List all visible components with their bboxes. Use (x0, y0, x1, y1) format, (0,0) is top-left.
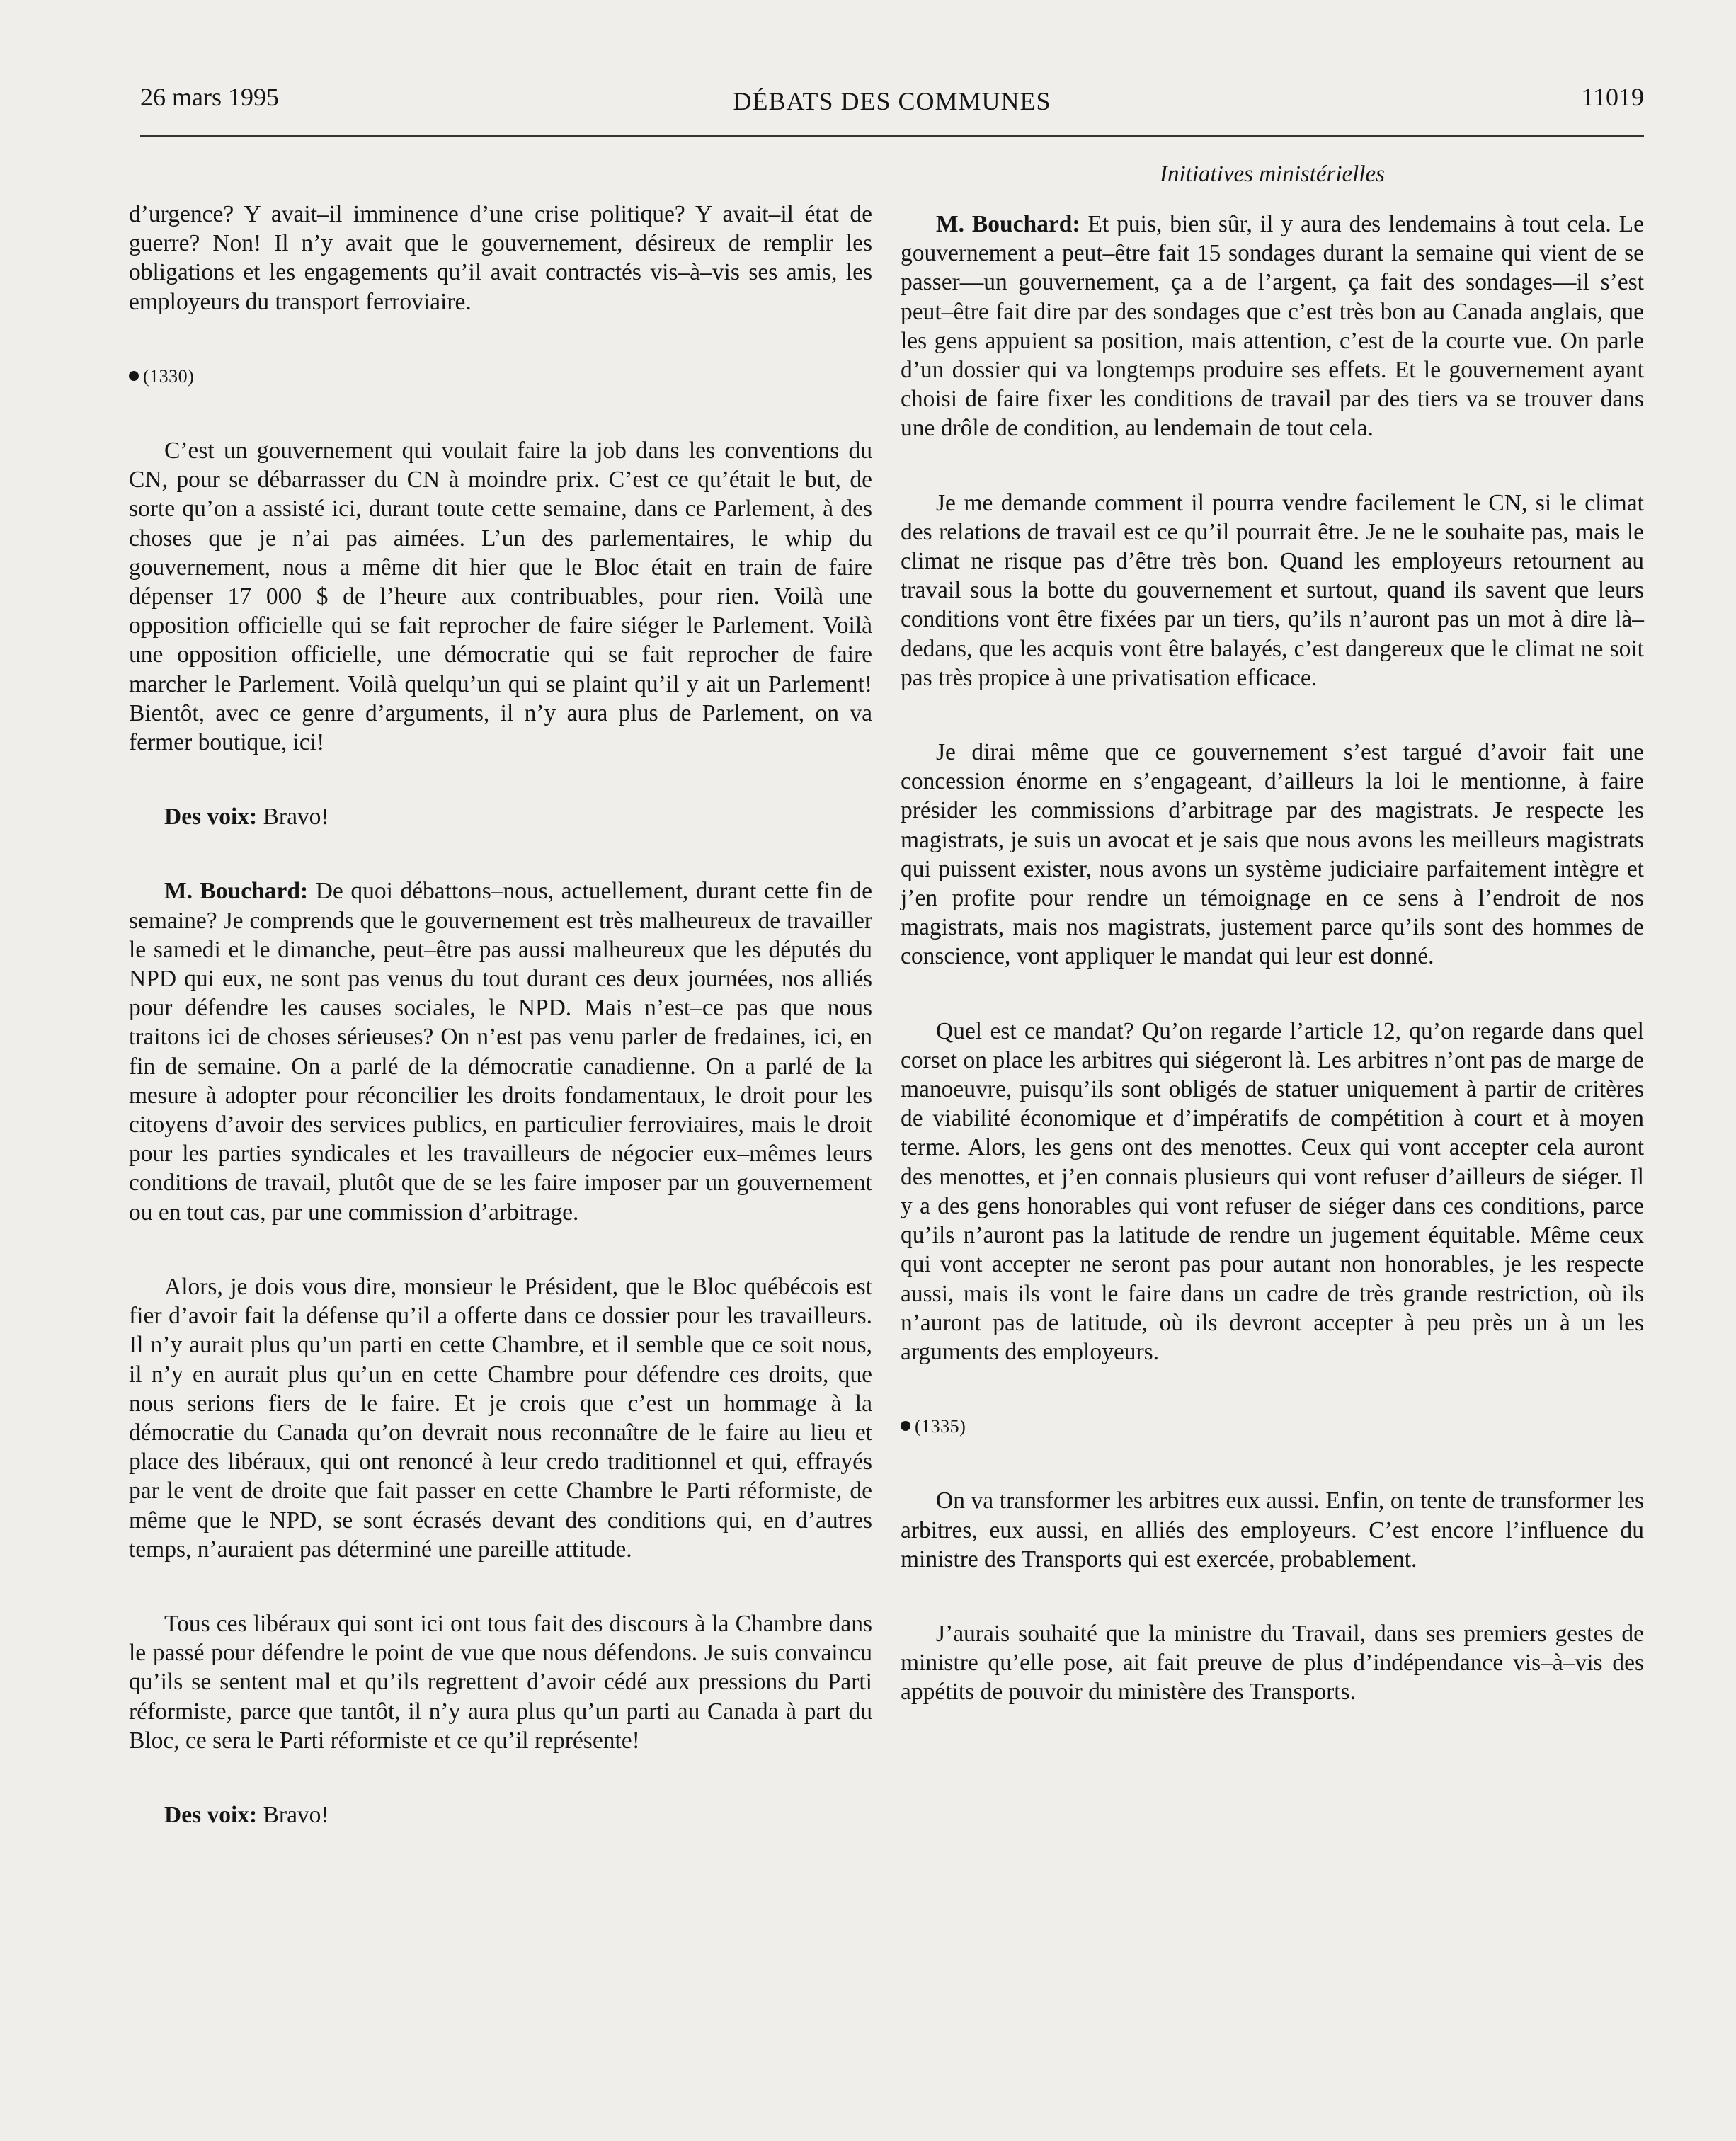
speaker-name: Des voix: (164, 804, 258, 830)
paragraph: Quel est ce mandat? Qu’on regarde l’article 12, qu’on regarde dans quel corset on place les arbitres qui siégeront là. Les arbitres n’ont pas de marge de manoeuvre, puisqu’ils sont obligés de statuer uniquement à partir de critères de viabilité économique et d’impératifs de compétition à court et à moyen terme. Alors, les gens ont des menottes. Ceux qui vont accepter cela auront des menottes, et j’en connais plusieurs qui vont refuser d’ailleurs de siéger. Il y a des gens honorables qui vont refuser de siéger dans ces conditions, parce qu’ils n’auront pas la latitude de rendre un jugement équitable. Même ceux qui vont accepter ne seront pas pour autant non honorables, je les respecte aussi, mais ils vont le faire dans un cadre de très grande restriction, où ils n’auront pas de latitude, où ils devront accepter à peu près un à un les arguments des employeurs. (901, 1017, 1644, 1365)
header-title: DÉBATS DES COMMUNES (733, 87, 1051, 115)
speaker-name: Des voix: (164, 1801, 258, 1828)
paragraph: d’urgence? Y avait–il imminence d’une crise politique? Y avait–il état de guerre? Non! Il n’y avait que le gouvernement, désireux de remplir les obligations et les engagements qu’il avait contractés vis–à–vis ses amis, les employeurs du transport ferroviaire. (129, 201, 872, 315)
paragraph: Je me demande comment il pourra vendre facilement le CN, si le climat des relations de travail est ce qu’il pourrait être. Je ne le souhaite pas, mais le climat ne risque pas d’être très bon. Quand les employeurs retournent au travail sous la botte du gouvernement et surtout, quand ils savent que leurs conditions vont être fixées par un tiers, qu’ils n’auront pas un mot à dire là–dedans, que les acquis vont être balayés, c’est dangereux que le climat ne soit pas très propice à une privatisation efficace. (901, 489, 1644, 691)
paragraph: Je dirai même que ce gouvernement s’est targué d’avoir fait une concession énorme en s’engageant, d’ailleurs la loi le mentionne, à faire présider les commissions d’arbitrage par des magistrats. Je respecte les magistrats, je suis un avocat et je sais que nous avons les meilleurs magistrats qui puissent exister, nous avons un système judiciaire parfaitement intègre et j’en profite pour rendre un témoignage en ce sens à l’endroit de nos magistrats, mais nos magistrats, justement parce qu’ils sont des hommes de conscience, vont appliquer le mandat qui leur est donné. (901, 739, 1644, 970)
interjection-text: Bravo! (263, 1801, 329, 1828)
interjection (129, 802, 872, 831)
page-header (140, 78, 1644, 137)
right-column (901, 210, 1644, 1707)
paragraph: Alors, je dois vous dire, monsieur le Président, que le Bloc québécois est fier d’avoir fait la défense qu’il a offerte dans ce dossier pour les travailleurs. Il n’y aurait plus qu’un parti en cette Chambre, et il semble que ce soit nous, il n’y en aurait plus qu’un en cette Chambre pour défendre ces droits, que nous serions fiers de le faire. Et je crois que c’est un hommage à la démocratie du Canada qu’on devrait nous reconnaître de le faire au lieu et place des libéraux, qui ont renoncé à leur credo traditionnel et qui, effrayés par le vent de droite que fait passer en cette Chambre le Parti réformiste, de même que le NPD, se sont écrasés devant des conditions qui, en d’autres temps, n’auraient pas déterminé une pareille attitude. (129, 1273, 872, 1563)
speaker-name: M. Bouchard: (936, 211, 1080, 237)
paragraph: J’aurais souhaité que la ministre du Travail, dans ses premiers gestes de ministre qu’elle pose, ait fait preuve de plus d’indépendance vis–à–vis des appétits de pouvoir du ministère des Transports. (901, 1620, 1644, 1706)
speech-paragraph: M. Bouchard: De quoi débattons–nous, actuellement, durant cette fin de semaine? Je comprends que le gouvernement est très malheureux de travailler le samedi et le dimanche, peut–être pas aussi malheureux que les députés du NPD qui eux, ne sont pas venus du tout durant ces deux journées, nos alliés pour défendre les causes sociales, le NPD. Mais n’est–ce pas que nous traitons ici de choses sérieuses? On n’est pas venu parler de fredaines, ici, en fin de semaine. On a parlé de la démocratie canadienne. On a parlé de la mesure à adopter pour réconcilier les droits fondamentaux, le droit pour les citoyens d’avoir des services publics, en particulier ferroviaires, mais le droit pour les parties syndicales et les travailleurs de négocier eux–mêmes leurs conditions de travail, plutôt que de se les faire imposer par un gouvernement ou en tout cas, par une commission d’arbitrage. (129, 878, 873, 1226)
bullet-icon (901, 1421, 910, 1431)
header-date: 26 mars 1995 (140, 83, 279, 111)
timestamp: (1330) (129, 362, 872, 391)
section-title: Initiatives ministérielles (1159, 161, 1386, 187)
speaker-name: M. Bouchard: (164, 878, 309, 905)
timestamp: (1335) (901, 1412, 1644, 1441)
speech-paragraph: M. Bouchard: Et puis, bien sûr, il y aura des lendemains à tout cela. Le gouvernement a peut–être fait 15 sondages durant la semaine qui vient de se passer—un gouvernement, ça a de l’argent, ça fait des sondages—il s’est peut–être fait dire par des sondages que c’est très bon au Canada anglais, que les gens appuient sa position, mais attention, c’est de la courte vue. On parle d’un dossier qui va longtemps produire ses effets. Et le gouvernement ayant choisi de faire fixer les conditions de travail par des tiers va se trouver dans une drôle de condition, au lendemain de tout cela. (901, 211, 1644, 442)
left-column (129, 200, 872, 1829)
bullet-icon (129, 371, 139, 381)
paragraph: On va transformer les arbitres eux aussi. Enfin, on tente de transformer les arbitres, eux aussi, en alliés des employeurs. C’est encore l’influence du ministre des Transports qui est exercée, probablement. (901, 1488, 1644, 1572)
header-page-number: 11019 (1581, 83, 1644, 111)
interjection-text: Bravo! (263, 804, 329, 830)
interjection (129, 1800, 872, 1829)
paragraph: C’est un gouvernement qui voulait faire la job dans les conventions du CN, pour se débarrasser du CN à moindre prix. C’est ce qu’était le but, de sorte qu’on a assisté ici, durant toute cette semaine, dans ce Parlement, à des choses que je n’ai pas aimées. L’un des parlementaires, le whip du gouvernement, nous a même dit hier que le Bloc était en train de faire dépenser 17 000 $ de l’heure aux contribuables, pour rien. Voilà une opposition officielle qui se fait reprocher de faire siéger le Parlement. Voilà une opposition officielle, une démocratie qui se fait reprocher de faire marcher le Parlement. Voilà quelqu’un qui se plaint qu’il y ait un Parlement! Bientôt, avec ce genre d’arguments, il n’y aura plus de Parlement, on va fermer boutique, ici! (129, 438, 872, 756)
paragraph: Tous ces libéraux qui sont ici ont tous fait des discours à la Chambre dans le passé pour défendre le point de vue que nous défendons. Je suis convaincu qu’ils se sentent mal et qu’ils regrettent d’avoir cédé aux pressions du Parti réformiste, parce que tantôt, il n’y aura plus qu’un parti au Canada à part du Bloc, ce sera le Parti réformiste et ce qu’il représente! (129, 1610, 872, 1754)
